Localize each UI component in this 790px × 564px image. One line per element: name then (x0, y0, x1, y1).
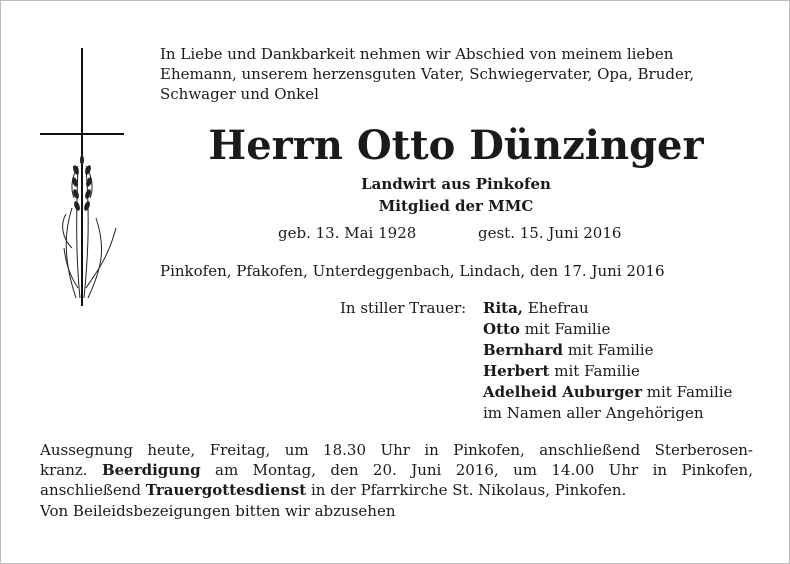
service-line-2 (40, 460, 753, 480)
intro-line-1: In Liebe und Dankbarkeit nehmen wir Abschied von meinem lieben (160, 45, 674, 63)
intro-text (160, 44, 752, 104)
mourner-entry (483, 298, 589, 318)
death-date: gest. 15. Juni 2016 (478, 224, 622, 242)
service-line-1: Aussegnung heute, Freitag, um 18.30 Uhr in Pinkofen, anschließend Sterberosen- (40, 441, 753, 459)
cross-with-wheat-icon (36, 48, 128, 308)
mourners-closing: im Namen aller Angehörigen (483, 404, 704, 422)
place-and-date: Pinkofen, Pfakofen, Unterdeggenbach, Lindach, den 17. Juni 2016 (160, 262, 665, 280)
membership: Mitglied der MMC (378, 197, 534, 215)
mourner-name: Herbert (483, 362, 550, 380)
service-text: am Montag, den 20. Juni 2016, um 14.00 Uhr in Pinkofen, (200, 461, 753, 479)
mourner-entry (483, 340, 653, 360)
mourner-entry (483, 319, 610, 339)
mourner-relation: mit Familie (642, 383, 733, 401)
mourner-relation: mit Familie (549, 362, 640, 380)
mourner-name: Adelheid Auburger (483, 383, 643, 401)
intro-line-3: Schwager und Onkel (160, 85, 319, 103)
service-text: anschließend (40, 481, 146, 499)
mourners-label: In stiller Trauer: (340, 299, 467, 317)
mourner-name: Otto (483, 320, 520, 338)
mourner-relation: mit Familie (563, 341, 654, 359)
deceased-name: Herrn Otto Dünzinger (208, 122, 704, 169)
birth-date: geb. 13. Mai 1928 (278, 224, 417, 242)
burial-label: Beerdigung (101, 461, 201, 479)
intro-line-2: Ehemann, unserem herzensguten Vater, Schwiegervater, Opa, Bruder, (160, 65, 695, 83)
mourner-entry (483, 361, 640, 381)
service-text: kranz. (40, 461, 102, 479)
mourner-entry (483, 382, 732, 402)
mourner-name: Rita, (483, 299, 524, 317)
memorial-service-label: Trauergottesdienst (145, 481, 307, 499)
condolence-note: Von Beileidsbezeigungen bitten wir abzusehen (40, 502, 396, 520)
service-line-3 (40, 480, 626, 500)
service-text: in der Pfarrkirche St. Nikolaus, Pinkofen. (306, 481, 627, 499)
mourner-relation: Ehefrau (523, 299, 589, 317)
mourner-name: Bernhard (483, 341, 564, 359)
occupation: Landwirt aus Pinkofen (361, 175, 551, 193)
mourner-relation: mit Familie (519, 320, 611, 338)
